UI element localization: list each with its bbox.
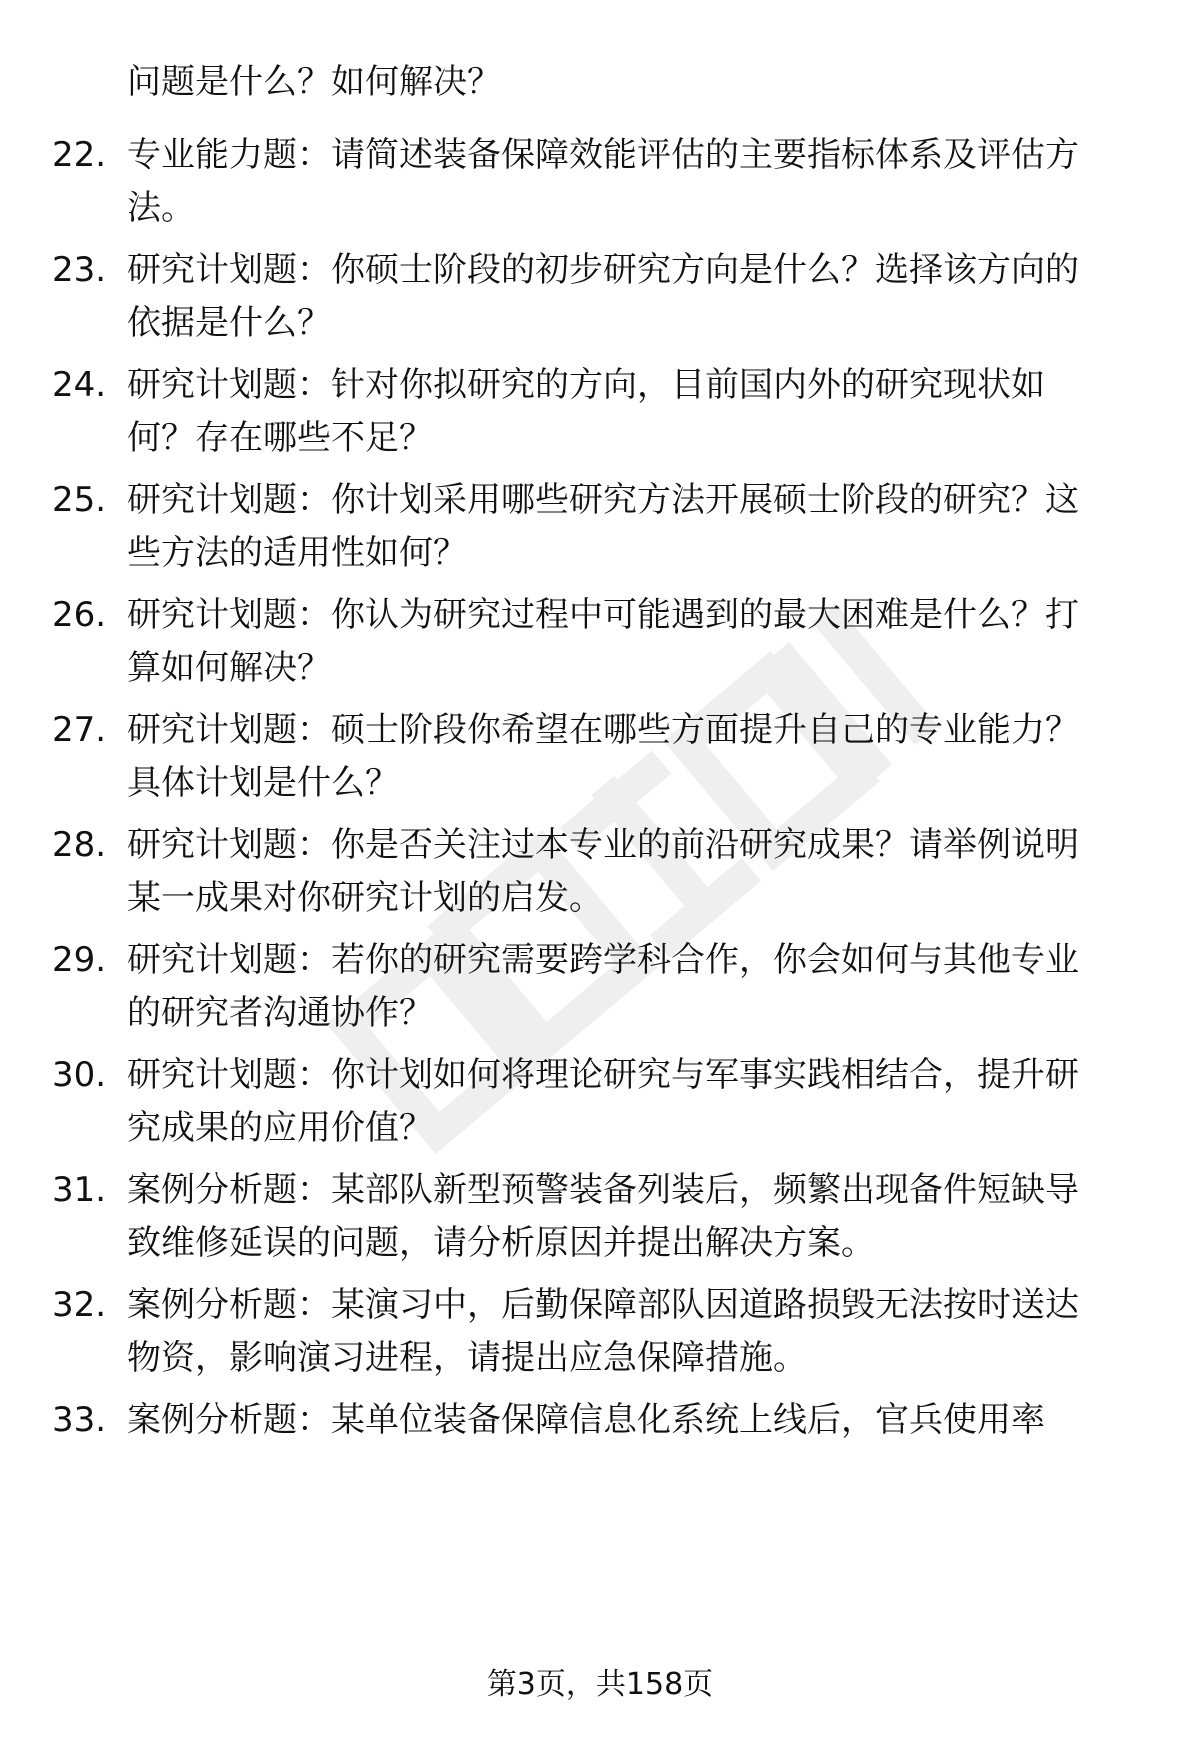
item-text [127,1049,1152,1155]
page-number: 第3页，共158页 [486,1667,714,1702]
list-item [52,819,1152,925]
list-item [52,704,1152,810]
item-text [127,244,1152,350]
item-number: 33. [52,1400,107,1440]
item-line: 具体计划是什么？ [127,763,399,803]
list-item [52,1394,1152,1447]
list-item [52,934,1152,1040]
item-line: 致维修延误的问题，请分析原因并提出解决方案。 [127,1223,875,1263]
item-text [127,819,1152,925]
item-line: 的研究者沟通协作？ [127,993,433,1033]
item-line: 案例分析题：某演习中，后勤保障部队因道路损毁无法按时送达 [127,1285,1079,1325]
item-line: 研究计划题：硕士阶段你希望在哪些方面提升自己的专业能力？ [127,710,1079,750]
item-line: 专业能力题：请简述装备保障效能评估的主要指标体系及评估方 [127,135,1079,175]
item-line: 案例分析题：某部队新型预警装备列装后，频繁出现备件短缺导 [127,1170,1079,1210]
item-line: 某一成果对你研究计划的启发。 [127,878,603,918]
item-line: 究成果的应用价值？ [127,1108,433,1148]
item-line: 研究计划题：你计划采用哪些研究方法开展硕士阶段的研究？这 [127,480,1079,520]
item-number: 29. [52,940,107,980]
list-item [52,244,1152,350]
item-line: 些方法的适用性如何？ [127,533,467,573]
item-line: 物资，影响演习进程，请提出应急保障措施。 [127,1338,807,1378]
item-number: 30. [52,1055,107,1095]
item-line: 法。 [127,188,195,228]
item-line: 研究计划题：你计划如何将理论研究与军事实践相结合，提升研 [127,1055,1079,1095]
item-number: 23. [52,250,107,290]
continuation-text: 问题是什么？如何解决？ [127,62,501,102]
item-text [127,129,1152,235]
item-line: 依据是什么？ [127,303,331,343]
item-text [127,934,1152,1040]
item-number: 24. [52,365,107,405]
item-line: 研究计划题：你认为研究过程中可能遇到的最大困难是什么？打 [127,595,1079,635]
item-number: 26. [52,595,107,635]
list-item [52,1164,1152,1270]
item-number: 31. [52,1170,107,1210]
item-number: 27. [52,710,107,750]
item-line: 算如何解决？ [127,648,331,688]
item-text [127,1394,1152,1447]
item-text [127,1164,1152,1270]
list-item [52,1049,1152,1155]
list-item [52,359,1152,465]
item-line: 何？存在哪些不足？ [127,418,433,458]
list-item [52,589,1152,695]
list-item [52,474,1152,580]
item-number: 25. [52,480,107,520]
item-line: 研究计划题：你硕士阶段的初步研究方向是什么？选择该方向的 [127,250,1079,290]
item-text [127,704,1152,810]
item-line: 研究计划题：针对你拟研究的方向，目前国内外的研究现状如 [127,365,1045,405]
item-number: 28. [52,825,107,865]
item-text [127,474,1152,580]
item-line: 研究计划题：若你的研究需要跨学科合作，你会如何与其他专业 [127,940,1079,980]
item-text [127,359,1152,465]
item-text [127,1279,1152,1385]
item-number: 22. [52,135,107,175]
item-line: 案例分析题：某单位装备保障信息化系统上线后，官兵使用率 [127,1400,1045,1440]
list-item [52,1279,1152,1385]
list-item [52,129,1152,235]
item-text [127,589,1152,695]
item-line: 研究计划题：你是否关注过本专业的前沿研究成果？请举例说明 [127,825,1079,865]
item-number: 32. [52,1285,107,1325]
